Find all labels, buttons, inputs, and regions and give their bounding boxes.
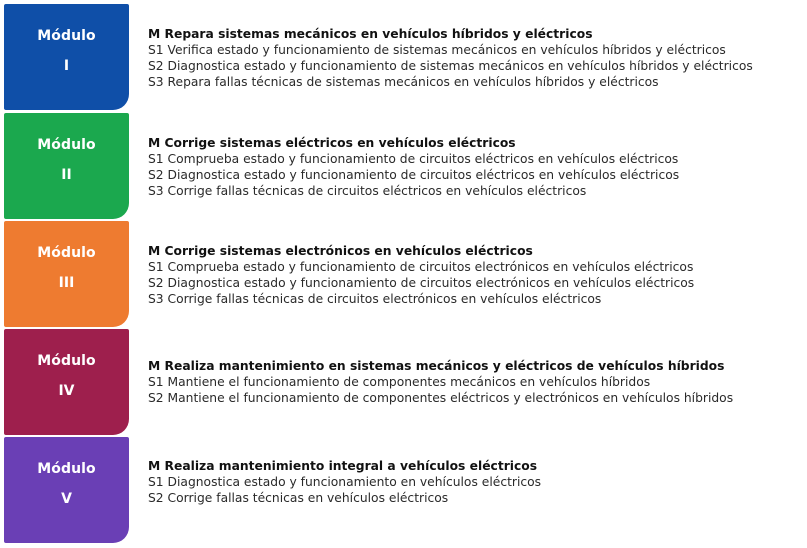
module-badge [4, 221, 129, 327]
module-description [148, 26, 807, 90]
module-numeral: IV [58, 383, 75, 399]
sub-item: S3 Repara fallas técnicas de sistemas mecánicos en vehículos híbridos y eléctricos [148, 75, 659, 89]
module-1 [0, 4, 807, 110]
module-label: Módulo [37, 137, 96, 153]
module-title: M Realiza mantenimiento en sistemas mecánicos y eléctricos de vehículos híbridos [148, 359, 725, 373]
sub-item: S1 Comprueba estado y funcionamiento de circuitos electrónicos en vehículos eléctricos [148, 260, 694, 274]
sub-item: S1 Diagnostica estado y funcionamiento en vehículos eléctricos [148, 475, 542, 489]
module-label: Módulo [37, 28, 96, 44]
module-label: Módulo [37, 353, 96, 369]
module-3 [0, 221, 807, 327]
module-description [148, 458, 807, 506]
sub-item: S1 Comprueba estado y funcionamiento de circuitos eléctricos en vehículos eléctricos [148, 152, 679, 166]
module-4 [0, 329, 807, 435]
module-label: Módulo [37, 245, 96, 261]
module-badge [4, 437, 129, 543]
sub-item: S1 Mantiene el funcionamiento de componentes mecánicos en vehículos híbridos [148, 375, 651, 389]
module-description [148, 135, 807, 199]
sub-item: S2 Diagnostica estado y funcionamiento de circuitos eléctricos en vehículos eléctricos [148, 168, 680, 182]
module-title: M Realiza mantenimiento integral a vehículos eléctricos [148, 459, 538, 473]
sub-item: S2 Diagnostica estado y funcionamiento de circuitos electrónicos en vehículos eléctricos [148, 276, 695, 290]
module-numeral: V [61, 491, 72, 507]
sub-item: S3 Corrige fallas técnicas de circuitos electrónicos en vehículos eléctricos [148, 292, 602, 306]
module-description [148, 243, 807, 307]
module-numeral: I [63, 58, 70, 74]
module-badge [4, 329, 129, 435]
module-numeral: III [58, 275, 75, 291]
module-description [148, 358, 807, 406]
sub-item: S2 Diagnostica estado y funcionamiento de sistemas mecánicos en vehículos híbridos y eléctricos [148, 59, 753, 73]
sub-item: S2 Mantiene el funcionamiento de componentes eléctricos y electrónicos en vehículos híbridos [148, 391, 734, 405]
sub-item: S1 Verifica estado y funcionamiento de sistemas mecánicos en vehículos híbridos y eléctricos [148, 43, 726, 57]
sub-item: S3 Corrige fallas técnicas de circuitos eléctricos en vehículos eléctricos [148, 184, 587, 198]
module-2 [0, 113, 807, 219]
module-title: M Corrige sistemas electrónicos en vehículos eléctricos [148, 244, 533, 258]
module-badge [4, 4, 129, 110]
module-label: Módulo [37, 461, 96, 477]
module-title: M Corrige sistemas eléctricos en vehículos eléctricos [148, 136, 516, 150]
module-badge [4, 113, 129, 219]
sub-item: S2 Corrige fallas técnicas en vehículos eléctricos [148, 491, 449, 505]
module-title: M Repara sistemas mecánicos en vehículos híbridos y eléctricos [148, 27, 593, 41]
module-5 [0, 437, 807, 543]
module-numeral: II [61, 167, 72, 183]
